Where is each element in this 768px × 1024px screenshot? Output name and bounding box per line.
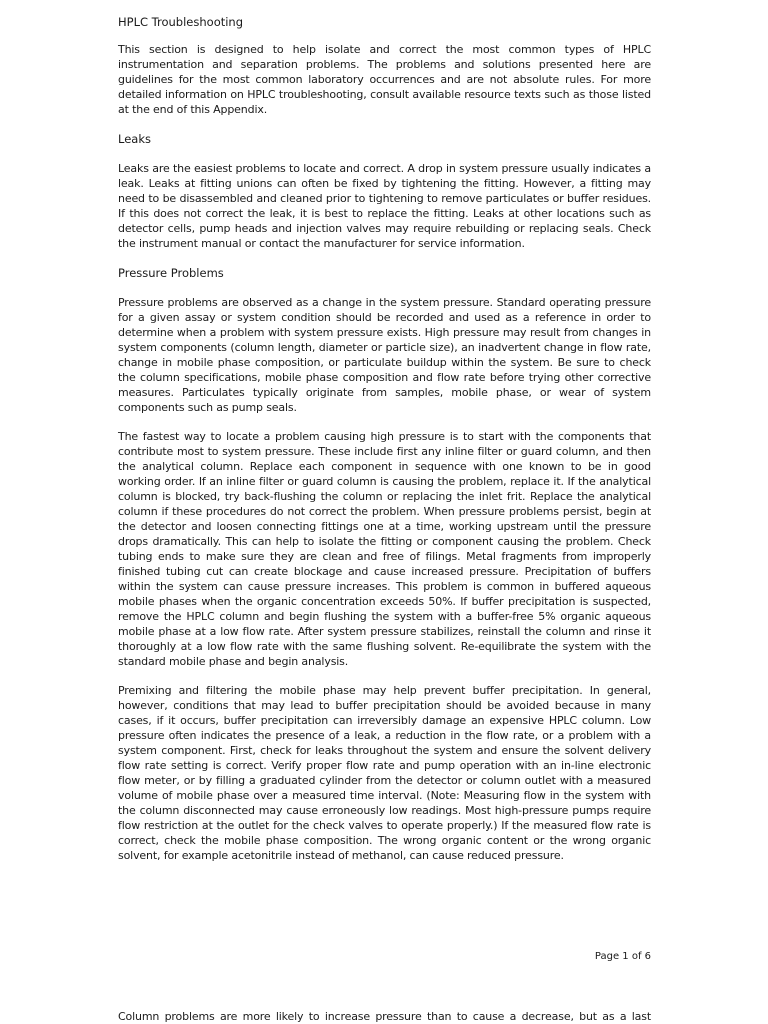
intro-paragraph: This section is designed to help isolate and correct the most common types of HPLC instrumentation and separation problems. The problems and solutions presented here are guidelines for the most common laboratory occurrences and are not absolute rules. For more detailed information on HPLC troubleshooting, consult available resource texts such as those listed at the end of this Appendix. xyxy=(118,43,651,116)
document-title: HPLC Troubleshooting xyxy=(118,15,244,29)
leaks-paragraph: Leaks are the easiest problems to locate and correct. A drop in system pressure usually indicates a leak. Leaks at fitting unions can often be fixed by tightening the fitting. However, a fitting may need to be disassembled and cleaned prior to tightening to remove particulates or buffer residues. If this does not correct the leak, it is best to replace the fitting. Leaks at other locations such as detector cells, pump heads and injection valves may require rebuilding or replacing seals. Check the instrument manual or contact the manufacturer for service information. xyxy=(118,162,651,250)
next-page-first-line: Column problems are more likely to increase pressure than to cause a decrease, but as a last xyxy=(118,1010,651,1023)
page-number: Page 1 of 6 xyxy=(594,951,651,962)
pressure-paragraph-2: The fastest way to locate a problem causing high pressure is to start with the components that contribute most to system pressure. These include first any inline filter or guard column, and then the analytical column. Replace each component in sequence with one known to be in good working order. If an inline filter or guard column is causing the problem, replace it. If the analytical column is blocked, try back-flushing the column or replacing the inlet frit. Replace the analytical column if these procedures do not correct the problem. When pressure problems persist, begin at the detector and loosen connecting fittings one at a time, working upstream until the pressure drops dramatically. This can help to isolate the fitting or component causing the problem. Check tubing ends to make sure they are clean and free of filings. Metal fragments from improperly finished tubing cut can create blockage and cause increased pressure. Precipitation of buffers within the system can cause pressure increases. This problem is common in buffered aqueous mobile phases when the organic concentration exceeds 50%. If buffer precipitation is suspected, remove the HPLC column and begin flushing the system with a buffer-free 5% organic aqueous mobile phase at a low flow rate. After system pressure stabilizes, reinstall the column and rinse it thoroughly at a low flow rate with the same flushing solvent. Re-equilibrate the system with the standard mobile phase and begin analysis. xyxy=(118,430,651,668)
pressure-paragraph-3: Premixing and filtering the mobile phase may help prevent buffer precipitation. In general, however, conditions that may lead to buffer precipitation should be avoided because in many cases, if it occurs, buffer precipitation can irreversibly damage an expensive HPLC column. Low pressure often indicates the presence of a leak, a reduction in the flow rate, or a problem with a system component. First, check for leaks throughout the system and ensure the solvent delivery flow rate setting is correct. Verify proper flow rate and pump operation with an in-line electronic flow meter, or by filling a graduated cylinder from the detector or column outlet with a measured volume of mobile phase over a measured time interval. (Note: Measuring flow in the system with the column disconnected may cause erroneously low readings. Most high-pressure pumps require flow restriction at the outlet for the check valves to operate properly.) If the measured flow rate is correct, check the mobile phase composition. The wrong organic content or the wrong organic solvent, for example acetonitrile instead of methanol, can cause reduced pressure. xyxy=(118,684,651,862)
document-page xyxy=(118,14,651,877)
pressure-paragraph-1: Pressure problems are observed as a change in the system pressure. Standard operating pressure for a given assay or system condition should be recorded and used as a reference in order to determine when a problem with system pressure exists. High pressure may result from changes in system components (column length, diameter or particle size), an inadvertent change in flow rate, change in mobile phase composition, or particulate buildup within the system. Be sure to check the column specifications, mobile phase composition and flow rate before trying other corrective measures. Particulates typically originate from samples, mobile phase, or wear of system components such as pump seals. xyxy=(118,296,651,414)
section-heading-leaks: Leaks xyxy=(118,132,151,146)
section-heading-pressure-problems: Pressure Problems xyxy=(118,266,224,280)
